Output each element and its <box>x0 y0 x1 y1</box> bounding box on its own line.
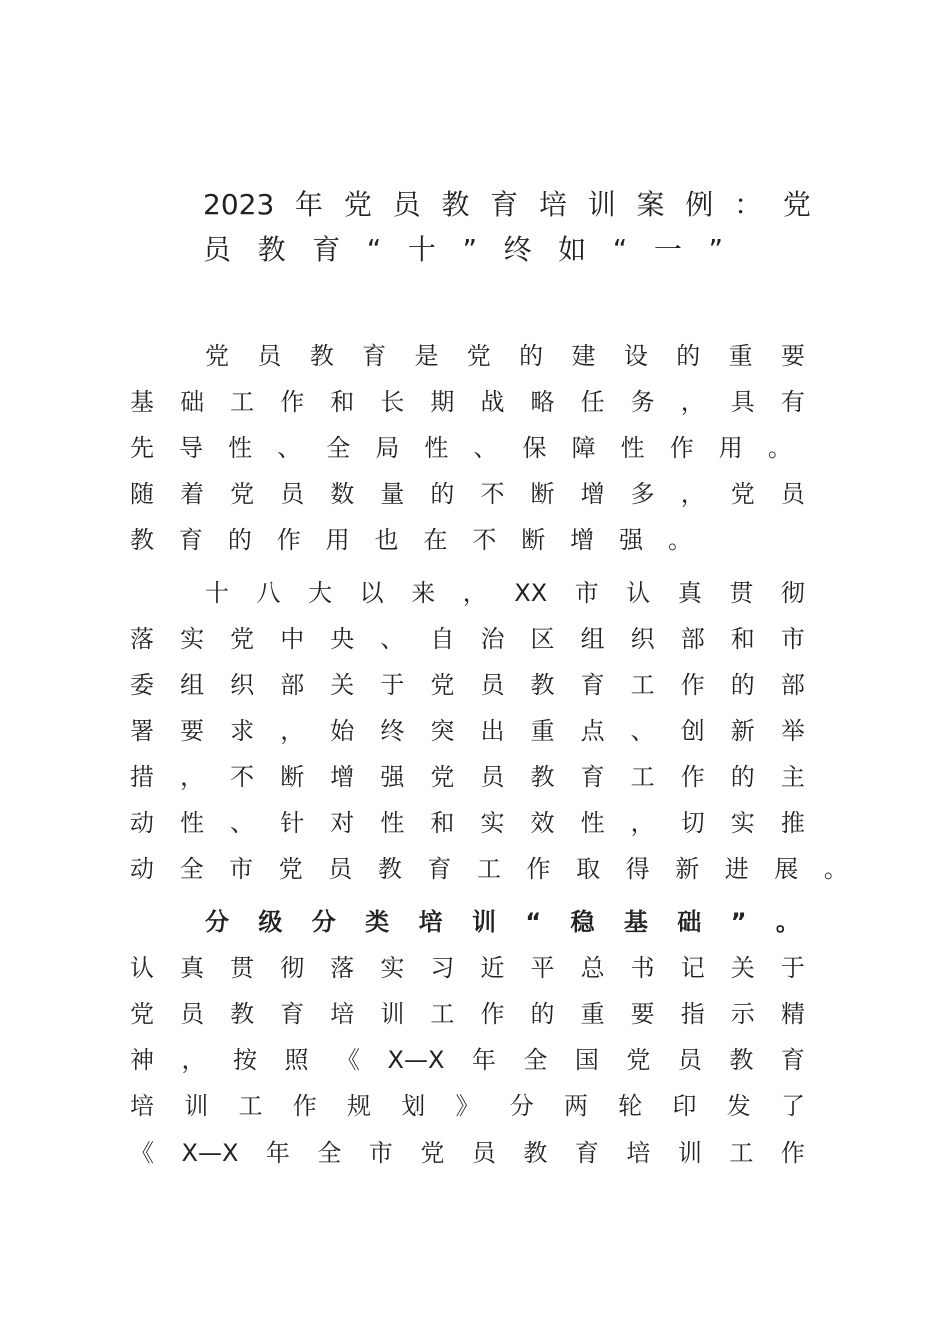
paragraph-3-line-4: 培 训 工 作 规 划 》 分 两 轮 印 发 了 <box>130 1092 805 1120</box>
paragraph-2-line-1: 十 八 大 以 来 ， XX 市 认 真 贯 彻 <box>205 579 805 607</box>
paragraph-1-line-2: 基 础 工 作 和 长 期 战 略 任 务 ， 具 有 <box>130 388 805 416</box>
section-heading: 分 级 分 类 培 训 “ 稳 基 础 ” 。 <box>205 908 800 936</box>
paragraph-1-line-1: 党 员 教 育 是 党 的 建 设 的 重 要 <box>205 342 805 370</box>
paragraph-2-line-6: 动 性 、 针 对 性 和 实 效 性 ， 切 实 推 <box>130 809 805 837</box>
paragraph-1-line-4: 随 着 党 员 数 量 的 不 断 增 多 ， 党 员 <box>130 480 805 508</box>
paragraph-3-line-3: 神 ， 按 照 《 X—X 年 全 国 党 员 教 育 <box>130 1046 805 1074</box>
paragraph-2-line-3: 委 组 织 部 关 于 党 员 教 育 工 作 的 部 <box>130 671 805 699</box>
document-title-line-2: 员 教 育 “ 十 ” 终 如 “ 一 ” <box>203 233 723 266</box>
paragraph-3-line-2: 党 员 教 育 培 训 工 作 的 重 要 指 示 精 <box>130 1000 805 1028</box>
paragraph-2-line-2: 落 实 党 中 央 、 自 治 区 组 织 部 和 市 <box>130 625 805 653</box>
paragraph-2-line-7: 动 全 市 党 员 教 育 工 作 取 得 新 进 展 。 <box>130 855 848 883</box>
paragraph-3-line-5: 《 X—X 年 全 市 党 员 教 育 培 训 工 作 <box>130 1139 805 1167</box>
paragraph-3-line-1: 认 真 贯 彻 落 实 习 近 平 总 书 记 关 于 <box>130 954 805 982</box>
paragraph-2-line-5: 措 ， 不 断 增 强 党 员 教 育 工 作 的 主 <box>130 763 805 791</box>
paragraph-1-line-5: 教 育 的 作 用 也 在 不 断 增 强 。 <box>130 526 692 554</box>
document-title-line-1: 2023 年 党 员 教 育 培 训 案 例 ： 党 <box>203 188 811 221</box>
paragraph-1-line-3: 先 导 性 、 全 局 性 、 保 障 性 作 用 。 <box>130 434 792 462</box>
paragraph-2-line-4: 署 要 求 ， 始 终 突 出 重 点 、 创 新 举 <box>130 717 805 745</box>
